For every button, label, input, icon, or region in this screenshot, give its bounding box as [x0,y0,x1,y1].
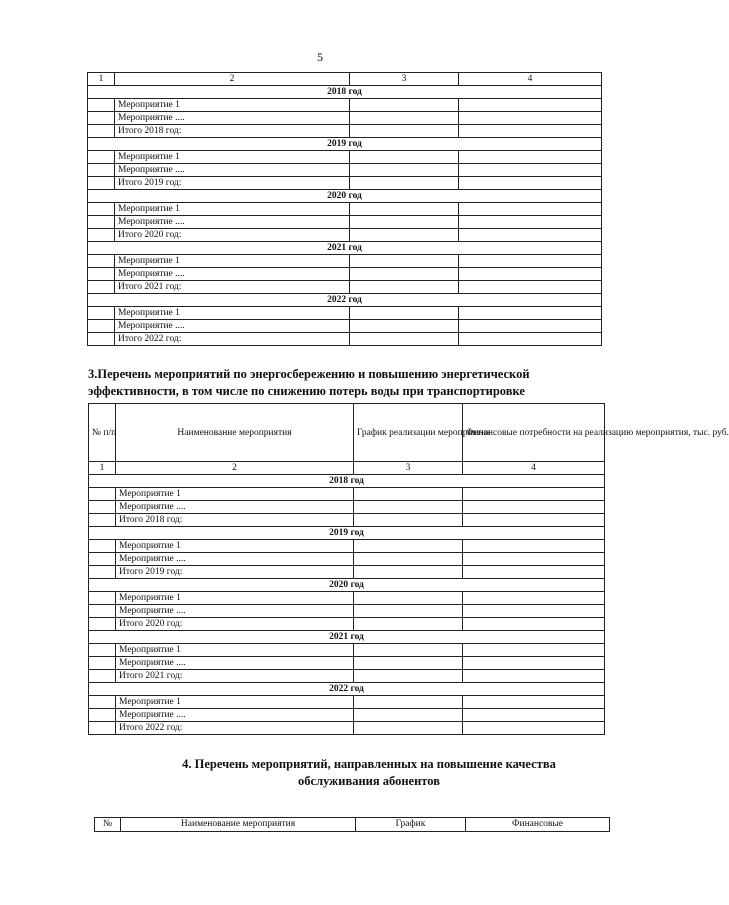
table-row [89,709,605,722]
total-row [88,333,602,346]
header-schedule: График реализации мероприятия [354,404,463,462]
year-label: 2020 год [88,190,602,203]
event-name-cell: Мероприятие .... [116,501,354,514]
table-row [89,644,605,657]
schedule-cell [350,268,459,281]
event-name-cell: Мероприятие 1 [115,151,350,164]
year-label: 2018 год [89,475,605,488]
schedule-cell [350,229,459,242]
row-number-cell [88,281,115,294]
row-number-cell [88,255,115,268]
service-quality-table [94,817,610,832]
table-row [88,320,602,333]
event-name-cell: Мероприятие .... [116,605,354,618]
event-name-cell: Мероприятие 1 [116,540,354,553]
energy-efficiency-table [88,403,729,735]
header-name: Наименование мероприятия [116,404,354,462]
event-name-cell: Мероприятие 1 [115,255,350,268]
row-number-cell [89,501,116,514]
total-row [88,125,602,138]
year-label: 2021 год [89,631,605,644]
event-name-cell: Мероприятие 1 [115,203,350,216]
total-row [88,281,602,294]
schedule-cell [354,644,463,657]
finance-cell [459,164,602,177]
total-row [89,566,605,579]
year-label: 2019 год [88,138,602,151]
finance-cell [459,99,602,112]
finance-cell [459,281,602,294]
row-number-cell [89,488,116,501]
finance-cell [463,722,605,735]
year-row [89,631,605,644]
header-number: № п/п [89,404,116,462]
column-number: 3 [350,73,459,86]
year-row [89,527,605,540]
schedule-cell [354,618,463,631]
schedule-cell [354,514,463,527]
total-label-cell: Итого 2021 год: [116,670,354,683]
table-row [88,99,602,112]
year-label: 2021 год [88,242,602,255]
finance-cell [463,709,605,722]
table-row [89,657,605,670]
row-number-cell [88,216,115,229]
event-name-cell: Мероприятие .... [115,216,350,229]
total-row [88,229,602,242]
finance-cell [463,657,605,670]
event-name-cell: Мероприятие .... [116,709,354,722]
year-label: 2019 год [89,527,605,540]
year-label: 2022 год [89,683,605,696]
row-number-cell [89,566,116,579]
finance-cell [459,307,602,320]
year-row [88,86,602,99]
finance-cell [459,177,602,190]
schedule-cell [354,605,463,618]
finance-cell [459,333,602,346]
schedule-cell [354,592,463,605]
table-row [88,112,602,125]
page-number: 5 [317,50,323,64]
row-number-cell [89,670,116,683]
column-number: 3 [354,462,463,475]
schedule-cell [354,657,463,670]
schedule-cell [350,99,459,112]
finance-cell [463,592,605,605]
table-row [89,488,605,501]
total-label-cell: Итого 2022 год: [115,333,350,346]
schedule-cell [354,670,463,683]
column-number: 4 [463,462,605,475]
schedule-cell [350,307,459,320]
event-name-cell: Мероприятие .... [116,657,354,670]
schedule-cell [350,151,459,164]
year-row [89,579,605,592]
column-number: 4 [459,73,602,86]
year-row [88,190,602,203]
row-number-cell [89,696,116,709]
header-name: Наименование мероприятия [121,818,356,832]
schedule-cell [354,488,463,501]
section-3-heading: 3.Перечень мероприятий по энергосбережению и повышению энергетической эффективности, в том числе по снижению потерь воды при транспортировке [88,367,530,398]
schedule-cell [354,709,463,722]
event-name-cell: Мероприятие .... [115,164,350,177]
table-row [89,540,605,553]
row-number-cell [88,164,115,177]
row-number-cell [89,605,116,618]
schedule-cell [350,333,459,346]
row-number-cell [88,177,115,190]
year-row [89,475,605,488]
finance-cell [459,112,602,125]
table-row [88,216,602,229]
total-row [89,618,605,631]
total-row [89,670,605,683]
row-number-cell [89,540,116,553]
schedule-cell [354,722,463,735]
schedule-cell [350,320,459,333]
finance-cell [459,151,602,164]
finance-cell [463,670,605,683]
table-row [89,501,605,514]
column-number: 1 [89,462,116,475]
row-number-cell [88,112,115,125]
total-label-cell: Итого 2020 год: [115,229,350,242]
year-label: 2022 год [88,294,602,307]
finance-cell [463,488,605,501]
row-number-cell [89,514,116,527]
total-row [89,722,605,735]
row-number-cell [89,644,116,657]
row-number-cell [89,709,116,722]
table-row [89,605,605,618]
finance-cell [463,501,605,514]
row-number-cell [89,618,116,631]
section-4-heading: 4. Перечень мероприятий, направленных на повышение качества обслуживания абонентов [182,757,556,788]
event-name-cell: Мероприятие 1 [115,307,350,320]
year-label: 2020 год [89,579,605,592]
column-number: 2 [115,73,350,86]
table-row [88,164,602,177]
schedule-cell [354,696,463,709]
finance-cell [463,553,605,566]
total-label-cell: Итого 2018 год: [116,514,354,527]
finance-cell [459,268,602,281]
year-row [88,242,602,255]
schedule-cell [354,501,463,514]
table-row [88,255,602,268]
row-number-cell [89,592,116,605]
finance-cell [459,320,602,333]
column-number: 2 [116,462,354,475]
finance-cell [459,203,602,216]
schedule-cell [354,540,463,553]
row-number-cell [88,320,115,333]
row-number-cell [88,151,115,164]
event-name-cell: Мероприятие .... [115,320,350,333]
event-name-cell: Мероприятие 1 [115,99,350,112]
column-number-row [89,462,605,475]
schedule-cell [354,566,463,579]
schedule-cell [350,255,459,268]
row-number-cell [88,99,115,112]
table-row [88,151,602,164]
total-label-cell: Итого 2018 год: [115,125,350,138]
total-label-cell: Итого 2021 год: [115,281,350,294]
row-number-cell [88,125,115,138]
row-number-cell [88,307,115,320]
table-row [88,203,602,216]
event-name-cell: Мероприятие .... [115,112,350,125]
schedule-cell [350,281,459,294]
table-row [88,268,602,281]
row-number-cell [89,553,116,566]
table-row [89,592,605,605]
schedule-cell [350,164,459,177]
column-number: 1 [88,73,115,86]
row-number-cell [89,722,116,735]
finance-cell [463,540,605,553]
schedule-cell [350,112,459,125]
total-label-cell: Итого 2020 год: [116,618,354,631]
finance-cell [459,255,602,268]
finance-cell [463,514,605,527]
schedule-cell [350,216,459,229]
year-row [89,683,605,696]
year-label: 2018 год [88,86,602,99]
table-body [88,73,602,346]
row-number-cell [88,268,115,281]
event-name-cell: Мероприятие .... [116,553,354,566]
schedule-cell [354,553,463,566]
event-name-cell: Мероприятие 1 [116,644,354,657]
finance-cell [463,644,605,657]
finance-cell [459,125,602,138]
header-number: № [95,818,121,832]
schedule-cell [350,125,459,138]
event-name-cell: Мероприятие 1 [116,592,354,605]
header-finance: Финансовые [466,818,610,832]
schedule-cell [350,203,459,216]
finance-cell [463,618,605,631]
row-number-cell [89,657,116,670]
header-schedule: График [356,818,466,832]
events-table-continued [87,72,602,346]
total-row [89,514,605,527]
total-row [88,177,602,190]
finance-cell [459,216,602,229]
column-number-row [88,73,602,86]
year-row [88,294,602,307]
finance-cell [459,229,602,242]
finance-cell [463,566,605,579]
row-number-cell [88,203,115,216]
table-row [88,307,602,320]
year-row [88,138,602,151]
event-name-cell: Мероприятие .... [115,268,350,281]
table-body [89,462,605,735]
table-row [89,696,605,709]
total-label-cell: Итого 2022 год: [116,722,354,735]
total-label-cell: Итого 2019 год: [115,177,350,190]
header-finance: Финансовые потребности на реализацию мероприятия, тыс. руб. [463,404,605,462]
row-number-cell [88,229,115,242]
finance-cell [463,605,605,618]
row-number-cell [88,333,115,346]
event-name-cell: Мероприятие 1 [116,696,354,709]
table-row [89,553,605,566]
schedule-cell [350,177,459,190]
event-name-cell: Мероприятие 1 [116,488,354,501]
total-label-cell: Итого 2019 год: [116,566,354,579]
finance-cell [463,696,605,709]
